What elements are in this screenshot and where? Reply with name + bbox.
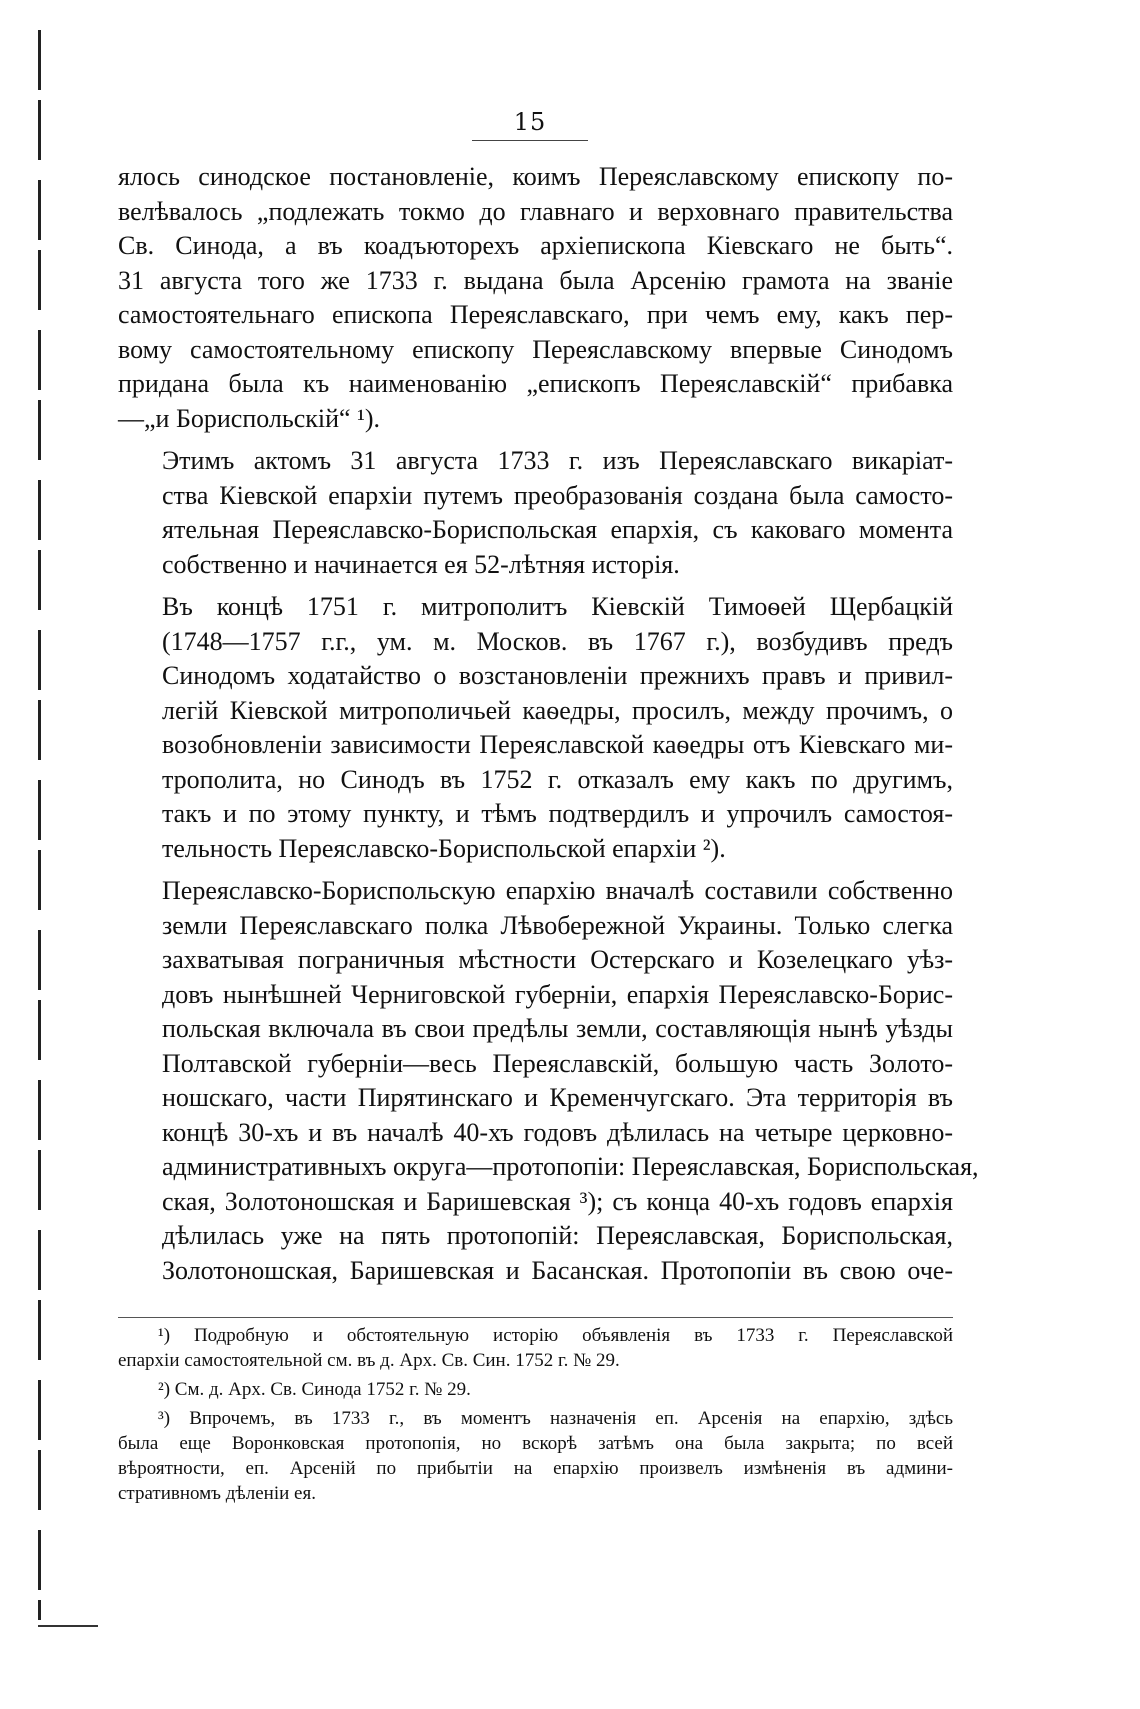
text-line: —„и Бориспольскій“ ¹). — [118, 403, 381, 433]
footnote-divider — [118, 1317, 953, 1318]
footnote-2 — [118, 1377, 953, 1402]
page-number: 15 — [513, 108, 547, 136]
text-line: ства Кіевской епархіи путемъ преобразованія создана была самосто- — [162, 480, 953, 510]
text-line: Золотоношская, Баришевская и Басанская. Протопопіи въ свою оче- — [162, 1255, 953, 1285]
text-line: Полтавской губерніи—весь Переяславскій, большую часть Золото- — [162, 1048, 953, 1078]
page-number-rule — [472, 140, 588, 141]
scan-binding-edge — [38, 30, 41, 1620]
text-line: 31 августа того же 1733 г. выдана была Арсенію грамота на званіе — [118, 265, 953, 295]
text-line: ская, Золотоношская и Баришевская ³); съ конца 40-хъ годовъ епархія — [162, 1186, 953, 1216]
footnote-line: стративномъ дѣленіи ея. — [118, 1483, 316, 1504]
text-line: дѣлилась уже на пять протопопій: Переяславская, Бориспольская, — [162, 1221, 953, 1250]
footnote-3 — [118, 1406, 953, 1506]
text-line: велѣвалось „подлежать токмо до главнаго и верховнаго правительства — [118, 196, 953, 226]
paragraph-1 — [118, 160, 953, 436]
text-line: Синодомъ ходатайство о возстановленіи прежнихъ правъ и привил- — [162, 661, 953, 690]
footnotes — [118, 1323, 953, 1510]
footnote-1 — [118, 1323, 953, 1373]
text-line: ятельная Переяславско-Бориспольская епархія, съ каковаго момента — [162, 515, 953, 544]
paragraph-4 — [118, 874, 979, 1288]
text-line: административныхъ округа—протопопіи: Переяславская, Бориспольская, — [162, 1152, 979, 1181]
footnote-line: вѣроятности, еп. Арсеній по прибытіи на епархію произвелъ измѣненія въ админи- — [118, 1458, 953, 1479]
paragraph-3 — [118, 590, 953, 866]
footnote-line: была еще Воронковская протопопія, но вскорѣ затѣмъ она была закрыта; по всей — [118, 1433, 953, 1454]
text-line: захватывая пограничныя мѣстности Остерскаго и Козелецкаго уѣз- — [162, 945, 953, 974]
footnote-line: ³) Впрочемъ, въ 1733 г., въ моментъ назначенія еп. Арсенія на епархію, здѣсь — [158, 1408, 953, 1429]
footnote-line: ²) См. д. Арх. Св. Синода 1752 г. № 29. — [158, 1379, 471, 1400]
body-text — [118, 160, 979, 1288]
paragraph-2 — [118, 444, 953, 582]
text-line: трополита, но Синодъ въ 1752 г. отказалъ ему какъ по другимъ, — [162, 764, 953, 794]
text-line: довъ нынѣшней Черниговской губерніи, епархія Переяславско-Борис- — [162, 979, 953, 1009]
text-line: Переяславско-Бориспольскую епархію вначалѣ составили собственно — [162, 876, 953, 905]
text-line: возобновленіи зависимости Переяславской каѳедры отъ Кіевскаго ми- — [162, 730, 953, 759]
scan-mark — [38, 1625, 98, 1627]
text-line: Св. Синода, а въ коадъюторехъ архіепископа Кіевскаго не быть“. — [118, 231, 953, 260]
text-line: Этимъ актомъ 31 августа 1733 г. изъ Переяславскаго викаріат- — [162, 446, 953, 475]
text-line: собственно и начинается ея 52-лѣтняя исторія. — [162, 549, 680, 579]
text-line: легій Кіевской митрополичьей каѳедры, просилъ, между прочимъ, о — [162, 695, 953, 725]
text-line: самостоятельнаго епископа Переяславскаго, при чемъ ему, какъ пер- — [118, 300, 953, 329]
text-line: (1748—1757 г.г., ум. м. Москов. въ 1767 г.), возбудивъ предъ — [162, 626, 953, 656]
text-line: тельность Переяславско-Бориспольской епархіи ²). — [162, 833, 726, 863]
footnote-line: ¹) Подробную и обстоятельную исторію объявленія въ 1733 г. Переяславской — [158, 1325, 953, 1346]
text-line: Въ концѣ 1751 г. митрополитъ Кіевскій Тимоѳей Щербацкій — [162, 592, 953, 621]
text-line: ношскаго, части Пирятинскаго и Кременчугскаго. Эта территорія въ — [162, 1083, 953, 1112]
text-line: польская включала въ свои предѣлы земли, составляющія нынѣ уѣзды — [162, 1014, 953, 1043]
footnote-line: епархіи самостоятельной см. въ д. Арх. Св. Син. 1752 г. № 29. — [118, 1350, 620, 1371]
text-line: ялось синодское постановленіе, коимъ Переяславскому епископу по- — [118, 162, 953, 191]
text-line: земли Переяславскаго полка Лѣвобережной Украины. Только слегка — [162, 910, 953, 940]
text-line: придана была къ наименованію „епископъ Переяславскій“ прибавка — [118, 369, 953, 398]
text-line: вому самостоятельному епископу Переяславскому впервые Синодомъ — [118, 334, 953, 364]
text-line: концѣ 30-хъ и въ началѣ 40-хъ годовъ дѣлилась на четыре церковно- — [162, 1117, 953, 1147]
text-line: такъ и по этому пункту, и тѣмъ подтвердилъ и упрочилъ самостоя- — [162, 799, 953, 828]
